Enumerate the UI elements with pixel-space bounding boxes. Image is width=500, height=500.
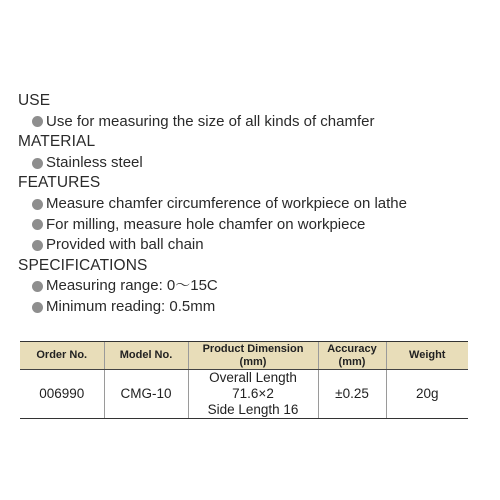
features-item [18,215,488,236]
weight-header: Weight [386,342,468,370]
accuracy-header-label: Accuracy [327,342,377,355]
side-length-value: Side Length 16 [207,402,299,417]
accuracy-header [318,342,386,370]
product-dimension-header-unit: (mm) [239,355,267,368]
product-dimension-header-label: Product Dimension [202,342,304,355]
features-item [18,194,488,215]
product-dimension-header [188,342,318,370]
bullet-icon [32,116,43,127]
material-item-text: Stainless steel [46,153,143,171]
features-item [18,235,488,256]
spec-table [20,341,468,419]
bullet-icon [32,302,43,313]
material-item [18,153,488,174]
specifications-heading: SPECIFICATIONS [18,256,148,274]
features-item-text: For milling, measure hole chamfer on workpiece [46,215,366,233]
model-no-cell: CMG-10 [104,370,188,419]
specifications-item [18,297,488,318]
features-heading: FEATURES [18,174,101,192]
bullet-icon [32,219,43,230]
accuracy-header-unit: (mm) [338,355,366,368]
use-heading: USE [18,92,51,109]
bullet-icon [32,281,43,292]
product-dimension-cell [188,370,318,419]
specifications-item [18,276,488,297]
features-item-text: Measure chamfer circumference of workpiece on lathe [46,194,407,212]
bullet-icon [32,240,43,251]
specifications-item-text: Measuring range: 0～15C [46,277,218,295]
order-no-header: Order No. [20,342,104,370]
overall-length-value: Overall Length 71.6×2 [209,370,297,401]
spec-table-container [20,341,468,419]
bullet-icon [32,158,43,169]
use-item [18,112,488,133]
specifications-item-text: Minimum reading: 0.5mm [46,297,216,315]
accuracy-cell: ±0.25 [318,370,386,419]
weight-cell: 20g [386,370,468,419]
order-no-cell: 006990 [20,370,104,419]
material-heading: MATERIAL [18,133,96,151]
use-item-text: Use for measuring the size of all kinds of chamfer [46,112,375,130]
features-item-text: Provided with ball chain [46,236,204,254]
table-header-row [20,342,468,370]
bullet-icon [32,199,43,210]
table-row [20,370,468,419]
product-specification [18,91,488,318]
model-no-header: Model No. [104,342,188,370]
